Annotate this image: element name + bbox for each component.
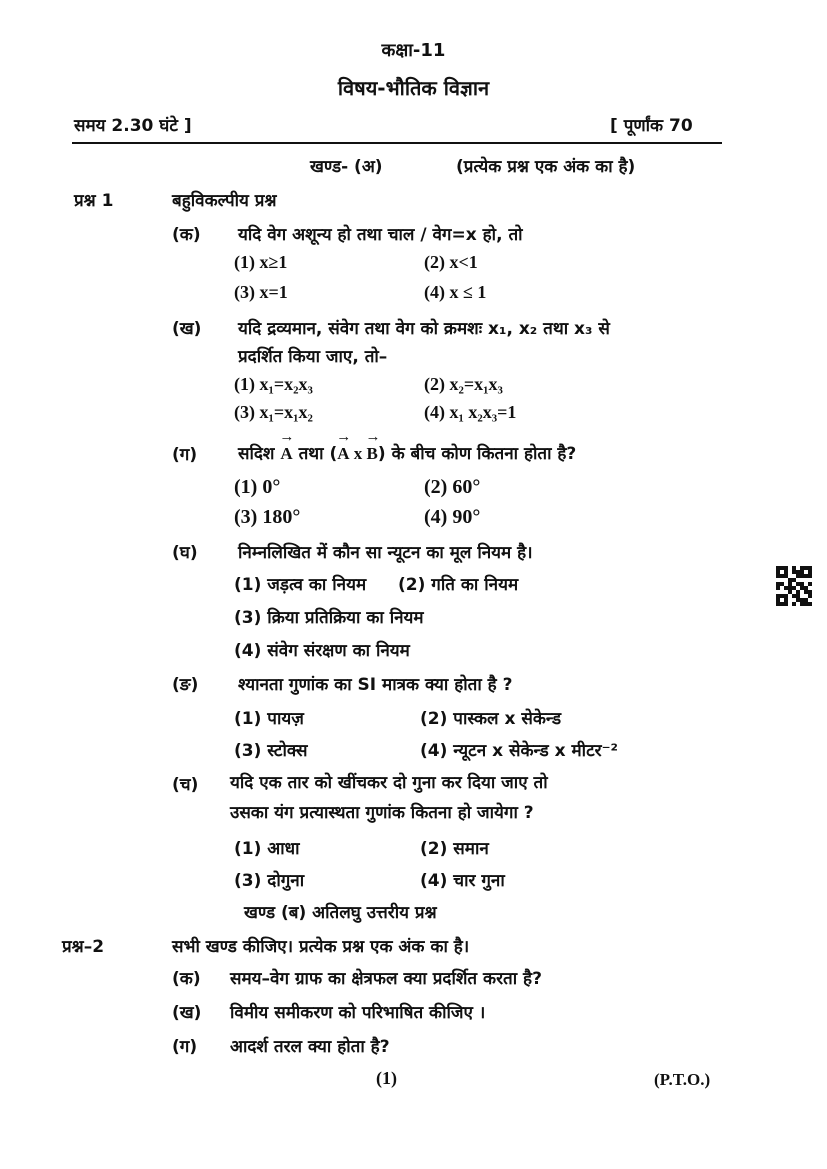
vector-a: → A <box>337 438 349 464</box>
total-marks-label: [ पूर्णांक 70 <box>610 116 693 136</box>
option: (4) संवेग संरक्षण का नियम <box>234 641 410 661</box>
vector-b: → B <box>367 438 378 464</box>
q1-part-text: प्रदर्शित किया जाए, तो– <box>238 347 388 367</box>
text-pre: सदिश <box>238 444 275 464</box>
option: (2) x₂=x₁x₃ <box>424 374 503 394</box>
cross-symbol: x <box>349 444 367 463</box>
q1-part-text <box>238 438 576 464</box>
q1-label: प्रश्न 1 <box>74 191 114 211</box>
q1-part-letter: (ग) <box>172 445 198 465</box>
q2-part-letter: (ग) <box>172 1037 198 1057</box>
option: (1) 0° <box>234 476 281 498</box>
option: (3) स्टोक्स <box>234 741 308 761</box>
class-label: कक्षा-11 <box>381 40 446 61</box>
page-number: (1) <box>376 1068 397 1088</box>
time-label: समय 2.30 घंटे ] <box>74 116 192 136</box>
option: (1) आधा <box>234 839 300 859</box>
option: (1) x≥1 <box>234 252 288 272</box>
q1-part-text: उसका यंग प्रत्यास्थता गुणांक कितना हो जायेगा ? <box>230 803 534 823</box>
option: (2) समान <box>420 839 489 859</box>
q2-title: सभी खण्ड कीजिए। प्रत्येक प्रश्न एक अंक का है। <box>172 937 470 957</box>
option: (2) गति का नियम <box>398 575 519 595</box>
q1-title: बहुविकल्पीय प्रश्न <box>172 191 277 211</box>
option: (4) न्यूटन x सेकेन्ड x मीटर⁻² <box>420 741 619 761</box>
q1-part-text: निम्नलिखित में कौन सा न्यूटन का मूल नियम है। <box>238 543 533 563</box>
q1-part-text: यदि एक तार को खींचकर दो गुना कर दिया जाए तो <box>230 773 548 793</box>
q1-part-letter: (च) <box>172 775 199 795</box>
option: (2) 60° <box>424 476 481 498</box>
option: (4) 90° <box>424 506 481 528</box>
subject-title: विषय-भौतिक विज्ञान <box>337 76 490 100</box>
section-a-note: (प्रत्येक प्रश्न एक अंक का है) <box>456 157 636 177</box>
option: (1) x₁=x₂x₃ <box>234 374 313 394</box>
pto-label: (P.T.O.) <box>654 1070 711 1089</box>
option: (4) x ≤ 1 <box>424 282 487 302</box>
text-mid: तथा ( <box>298 444 338 464</box>
option: (3) क्रिया प्रतिक्रिया का नियम <box>234 608 424 628</box>
q1-part-letter: (ख) <box>172 319 202 339</box>
option: (3) दोगुना <box>234 871 305 891</box>
option: (4) x₁ x₂x₃=1 <box>424 402 517 422</box>
q1-part-letter: (ङ) <box>172 675 199 695</box>
option: (3) x=1 <box>234 282 288 302</box>
qr-code-icon <box>776 566 816 606</box>
text-post: ) के बीच कोण कितना होता है? <box>377 444 577 464</box>
q2-part-text: समय–वेग ग्राफ का क्षेत्रफल क्या प्रदर्शित करता है? <box>230 969 542 989</box>
q1-part-text: श्यानता गुणांक का SI मात्रक क्या होता है ? <box>238 675 513 695</box>
option: (2) x<1 <box>424 252 478 272</box>
q2-part-letter: (ख) <box>172 1003 202 1023</box>
q2-part-text: आदर्श तरल क्या होता है? <box>230 1037 390 1057</box>
header-divider <box>72 142 722 144</box>
option: (2) पास्कल x सेकेन्ड <box>420 709 562 729</box>
q1-part-letter: (क) <box>172 225 201 245</box>
option: (1) पायज़ <box>234 709 304 729</box>
q1-part-text: यदि वेग अशून्य हो तथा चाल / वेग=x हो, तो <box>238 225 523 245</box>
option: (3) 180° <box>234 506 301 528</box>
option: (1) जड़त्व का नियम <box>234 575 367 595</box>
option: (3) x₁=x₁x₂ <box>234 402 313 422</box>
q2-part-text: विमीय समीकरण को परिभाषित कीजिए । <box>230 1003 486 1023</box>
vector-a: → A <box>280 438 292 464</box>
option: (4) चार गुना <box>420 871 505 891</box>
section-a-title: खण्ड- (अ) <box>310 157 383 177</box>
q1-part-text: यदि द्रव्यमान, संवेग तथा वेग को क्रमशः x₁, x₂ तथा x₃ से <box>238 319 610 339</box>
section-b-title: खण्ड (ब) अतिलघु उत्तरीय प्रश्न <box>244 903 437 923</box>
q2-label: प्रश्न–2 <box>62 937 105 957</box>
q1-part-letter: (घ) <box>172 543 198 563</box>
q2-part-letter: (क) <box>172 969 201 989</box>
